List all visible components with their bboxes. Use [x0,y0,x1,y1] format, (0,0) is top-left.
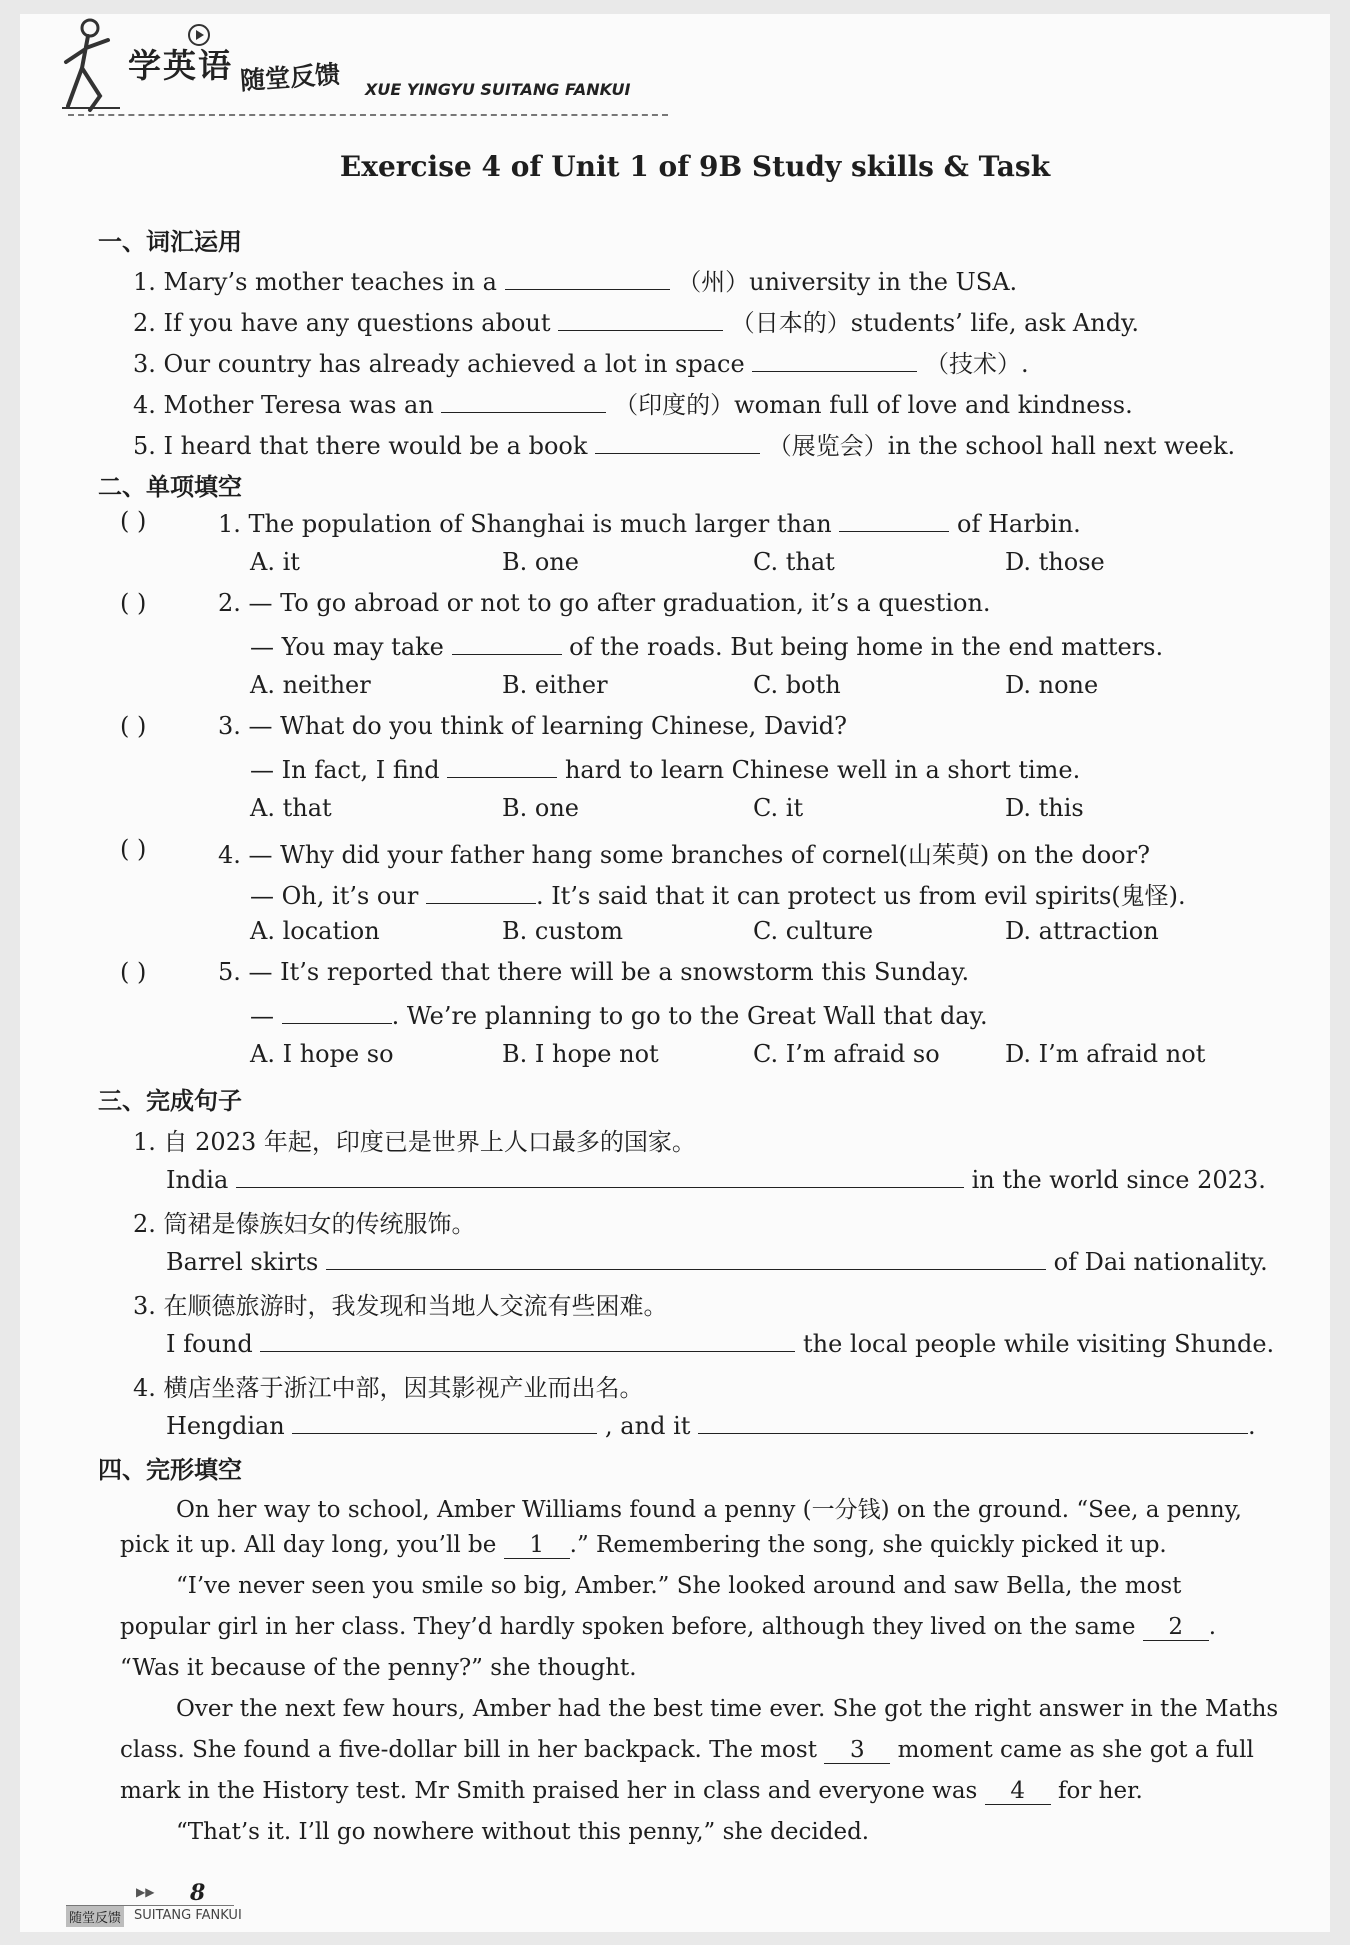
cloze-blank[interactable]: 1 [504,1532,570,1559]
answer-blank[interactable] [839,507,949,532]
cloze-text: popular girl in her class. They’d hardly spoken before, although they lived on the same 2 . [120,1614,1217,1640]
sentence-english: Barrel skirts of Dai nationality. [166,1245,1268,1276]
section-vocabulary-heading: 一、词汇运用 [98,228,242,256]
sentence-chinese: 3. 在顺德旅游时，我发现和当地人交流有些困难。 [133,1292,668,1320]
cloze-blank[interactable]: 4 [985,1778,1051,1805]
cloze-blank[interactable]: 3 [824,1737,890,1764]
section-complete-sentences-heading: 三、完成句子 [98,1087,242,1115]
sentence-chinese: 4. 横店坐落于浙江中部，因其影视产业而出名。 [133,1374,644,1402]
mc-question: 5. — It’s reported that there will be a snowstorm this Sunday. [218,958,970,986]
answer-paren[interactable]: ( ) [120,835,147,863]
mc-option[interactable]: D. I’m afraid not [1005,1040,1206,1068]
mc-option[interactable]: B. one [502,794,580,822]
answer-blank[interactable] [752,347,917,372]
mc-question: 3. — What do you think of learning Chinese, David? [218,712,847,740]
mc-question: 1. The population of Shanghai is much larger than of Harbin. [218,507,1081,538]
answer-paren[interactable]: ( ) [120,712,147,740]
mc-option[interactable]: A. it [250,548,300,576]
mc-option[interactable]: B. one [502,548,580,576]
section-cloze-heading: 四、完形填空 [98,1456,242,1484]
vocab-item: 4. Mother Teresa was an （印度的）woman full of love and kindness. [133,385,1133,420]
answer-blank[interactable] [447,753,557,778]
answer-blank[interactable] [505,265,670,290]
section-multiple-choice-heading: 二、单项填空 [98,473,242,501]
answer-blank[interactable] [426,879,536,904]
mc-option[interactable]: B. either [502,671,608,699]
mc-option[interactable]: C. I’m afraid so [753,1040,940,1068]
sentence-english: I found the local people while visiting Shunde. [166,1327,1274,1358]
mc-question-line: — . We’re planning to go to the Great Wall that day. [250,999,988,1030]
mc-question-line: — You may take of the roads. But being home in the end matters. [250,630,1163,661]
cloze-text: “I’ve never seen you smile so big, Amber.” She looked around and saw Bella, the most [176,1573,1182,1599]
answer-blank[interactable] [282,999,392,1024]
cloze-text: “That’s it. I’ll go nowhere without this penny,” she decided. [176,1819,870,1845]
answer-blank[interactable] [452,630,562,655]
mc-option[interactable]: A. neither [250,671,371,699]
cloze-text: On her way to school, Amber Williams found a penny (一分钱) on the ground. “See, a penny, [176,1497,1242,1523]
header-main-title: 学英语 [128,46,233,85]
vocab-item: 5. I heard that there would be a book （展览会）in the school hall next week. [133,426,1235,461]
mc-option[interactable]: A. I hope so [250,1040,394,1068]
mc-option[interactable]: C. it [753,794,804,822]
vocab-item: 2. If you have any questions about （日本的）students’ life, ask Andy. [133,303,1139,338]
runner-logo-icon [60,18,130,114]
mc-option[interactable]: B. custom [502,917,623,945]
page-title: Exercise 4 of Unit 1 of 9B Study skills & Task [339,150,1051,183]
answer-blank[interactable] [326,1245,1046,1270]
answer-blank[interactable] [292,1409,597,1434]
answer-paren[interactable]: ( ) [120,507,147,535]
series-header [60,18,680,118]
mc-option[interactable]: D. none [1005,671,1099,699]
mc-option[interactable]: B. I hope not [502,1040,659,1068]
mc-option[interactable]: A. that [250,794,332,822]
mc-option[interactable]: D. this [1005,794,1084,822]
header-subtitle: 随堂反馈 [239,59,342,96]
answer-paren[interactable]: ( ) [120,589,147,617]
answer-blank[interactable] [698,1409,1248,1434]
answer-blank[interactable] [595,429,760,454]
mc-option[interactable]: C. that [753,548,835,576]
sentence-english: India in the world since 2023. [166,1163,1266,1194]
header-pinyin: XUE YINGYU SUITANG FANKUI [365,80,631,99]
cloze-text: pick it up. All day long, you’ll be 1 .” Remembering the song, she quickly picked it up. [120,1532,1167,1558]
header-divider [68,114,668,116]
sentence-chinese: 1. 自 2023 年起，印度已是世界上人口最多的国家。 [133,1128,696,1156]
mc-option[interactable]: C. culture [753,917,874,945]
answer-blank[interactable] [441,388,606,413]
answer-paren[interactable]: ( ) [120,958,147,986]
answer-blank[interactable] [260,1327,795,1352]
sentence-english: Hengdian , and it . [166,1409,1256,1440]
mc-option[interactable]: A. location [250,917,380,945]
mc-question: 4. — Why did your father hang some branches of cornel(山茱萸) on the door? [218,841,1150,869]
mc-option[interactable]: D. attraction [1005,917,1159,945]
footer-pinyin: SUITANG FANKUI [134,1908,242,1923]
mc-question-line: — Oh, it’s our . It’s said that it can protect us from evil spirits(鬼怪). [250,876,1186,911]
cloze-blank[interactable]: 2 [1143,1614,1209,1641]
sentence-chinese: 2. 筒裙是傣族妇女的传统服饰。 [133,1210,476,1238]
cloze-text: class. She found a five-dollar bill in her backpack. The most 3 moment came as she got a full [120,1737,1254,1763]
page-number: 8 [190,1880,206,1906]
mc-question: 2. — To go abroad or not to go after graduation, it’s a question. [218,589,991,617]
cloze-text: Over the next few hours, Amber had the best time ever. She got the right answer in the Maths [176,1696,1279,1722]
vocab-item: 3. Our country has already achieved a lot in space （技术）. [133,344,1029,379]
answer-blank[interactable] [558,306,723,331]
answer-blank[interactable] [236,1163,964,1188]
vocab-item: 1. Mary’s mother teaches in a （州）university in the USA. [133,262,1017,297]
mc-option[interactable]: D. those [1005,548,1105,576]
arrow-icon: ▶▶ [136,1885,155,1899]
cloze-text: mark in the History test. Mr Smith praised her in class and everyone was 4 for her. [120,1778,1143,1804]
footer-tag: 随堂反馈 [66,1906,124,1927]
mc-option[interactable]: C. both [753,671,841,699]
cloze-text: “Was it because of the penny?” she thought. [120,1655,637,1681]
mc-question-line: — In fact, I find hard to learn Chinese well in a short time. [250,753,1080,784]
